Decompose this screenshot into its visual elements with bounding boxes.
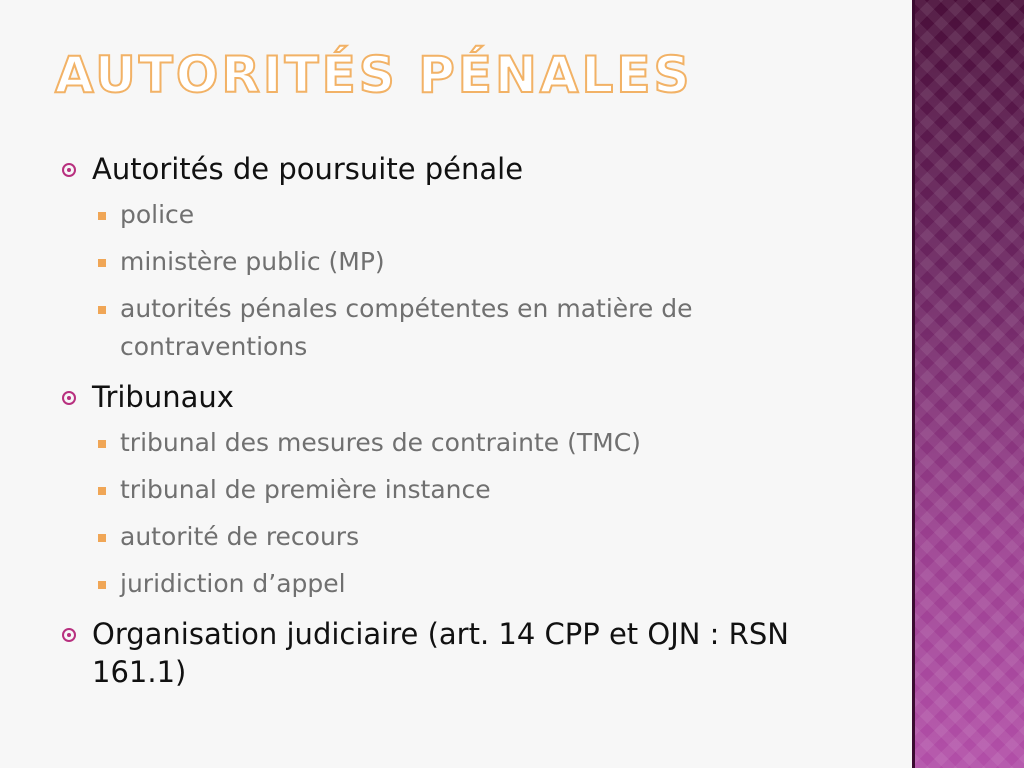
list-item: juridiction d’appel bbox=[62, 565, 862, 603]
decorative-side-band bbox=[912, 0, 1024, 768]
sub-list-tribunaux bbox=[62, 424, 862, 603]
bullet-section-tribunaux bbox=[62, 378, 862, 416]
square-bullet-icon bbox=[98, 306, 106, 314]
list-item: tribunal des mesures de contrainte (TMC) bbox=[62, 424, 862, 462]
square-bullet-icon bbox=[98, 259, 106, 267]
list-item: police bbox=[62, 196, 862, 234]
square-bullet-icon bbox=[98, 534, 106, 542]
circle-dot-icon bbox=[62, 391, 76, 405]
square-bullet-icon bbox=[98, 581, 106, 589]
list-item: autorités pénales compétentes en matière de contraventions bbox=[62, 290, 862, 366]
list-item: autorité de recours bbox=[62, 518, 862, 556]
square-bullet-icon bbox=[98, 440, 106, 448]
section-heading: Tribunaux bbox=[92, 380, 234, 414]
bullet-section-organisation bbox=[62, 615, 862, 691]
list-item: tribunal de première instance bbox=[62, 471, 862, 509]
slide-content bbox=[62, 150, 862, 699]
section-heading: Organisation judiciaire (art. 14 CPP et OJN : RSN 161.1) bbox=[92, 617, 789, 689]
section-heading: Autorités de poursuite pénale bbox=[92, 152, 524, 186]
slide-title: AUTORITÉS PÉNALES bbox=[55, 46, 693, 104]
circle-dot-icon bbox=[62, 628, 76, 642]
list-item: ministère public (MP) bbox=[62, 243, 862, 281]
square-bullet-icon bbox=[98, 487, 106, 495]
bullet-section-poursuite bbox=[62, 150, 862, 188]
circle-dot-icon bbox=[62, 163, 76, 177]
sub-list-poursuite bbox=[62, 196, 862, 366]
square-bullet-icon bbox=[98, 212, 106, 220]
